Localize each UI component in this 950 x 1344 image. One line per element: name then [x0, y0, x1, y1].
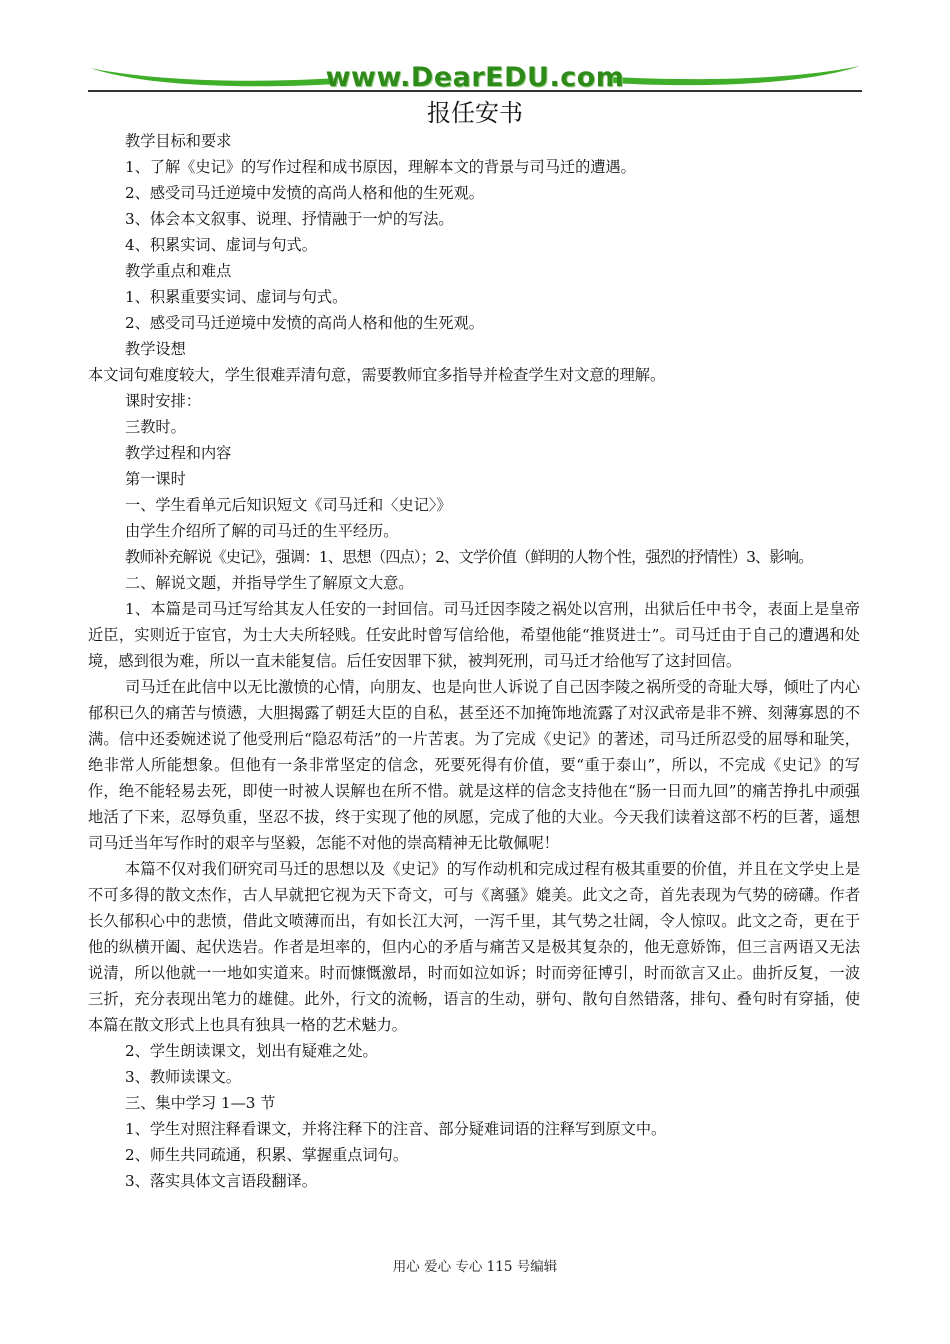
- section-heading: 第一课时: [125, 470, 186, 488]
- section-heading: 课时安排：: [125, 392, 201, 410]
- text-line: 由学生介绍所了解的司马迁的生平经历。: [125, 522, 399, 540]
- section-heading: 教学目标和要求: [125, 132, 232, 150]
- text-line: 一、学生看单元后知识短文《司马迁和〈史记〉》: [125, 496, 452, 514]
- text-line: 1、了解《史记》的写作过程和成书原因，理解本文的背景与司马迁的遭遇。: [125, 158, 636, 176]
- section-heading: 教学设想: [125, 340, 186, 358]
- text-line: 三教时。: [125, 418, 186, 436]
- text-line: 教师补充解说《史记》，强调：1、思想（四点）；2、文学价值（鲜明的人物个性，强烈的抒情性）3、影响。: [125, 548, 813, 566]
- text-line: 本文词句难度较大，学生很难弄清句意，需要教师宜多指导并检查学生对文意的理解。: [88, 366, 666, 384]
- document-title: 报任安书: [427, 99, 523, 127]
- section-heading: 教学过程和内容: [125, 444, 232, 462]
- text-line: 2、感受司马迁逆境中发愤的高尚人格和他的生死观。: [125, 314, 484, 332]
- paragraph: 司马迁在此信中以无比激愤的心情，向朋友、也是向世人诉说了自己因李陵之祸所受的奇耻大辱，倾吐了内心郁积已久的痛苦与愤懑，大胆揭露了朝廷大臣的自私，甚至还不加掩饰地流露了对汉武帝是非不辨、刻薄寡恩的不满。信中还委婉述说了他受刑后“隐忍苟活”的一片苦衷。为了完成《史记》的著述，司马迁所忍受的屈辱和耻笑，绝非常人所能想象。但他有一条非常坚定的信念，死要死得有价值，要“重于泰山”，所以，不完成《史记》的写作，绝不能轻易去死，即使一时被人误解也在所不惜。就是这样的信念支持他在“肠一日而九回”的痛苦挣扎中顽强地活了下来，忍辱负重，坚忍不拔，终于实现了他的夙愿，完成了他的大业。今天我们读着这部不朽的巨著，遥想司马迁当年写作时的艰辛与坚毅，怎能不对他的崇高精神无比敬佩呢！: [88, 678, 860, 852]
- text-line: 2、学生朗读课文，划出有疑难之处。: [125, 1042, 378, 1060]
- paragraph: 本篇不仅对我们研究司马迁的思想以及《史记》的写作动机和完成过程有极其重要的价值，并且在文学史上是不可多得的散文杰作，古人早就把它视为天下奇文，可与《离骚》媲美。此文之奇，首先表现为气势的磅礴。作者长久郁积心中的悲愤，借此文喷薄而出，有如长江大河，一泻千里，其气势之壮阔，令人惊叹。此文之奇，更在于他的纵横开阖、起伏迭岩。作者是坦率的，但内心的矛盾与痛苦又是极其复杂的，他无意娇饰，但三言两语又无法说清，所以他就一一地如实道来。时而慷慨激昂，时而如泣如诉；时而旁征博引，时而欲言又止。曲折反复，一波三折，充分表现出笔力的雄健。此外，行文的流畅，语言的生动，骈句、散句自然错落，排句、叠句时有穿插，使本篇在散文形式上也具有独具一格的艺术魅力。: [88, 860, 860, 1034]
- text-line: 4、积累实词、虚词与句式。: [125, 236, 317, 254]
- paragraph: 1、本篇是司马迁写给其友人任安的一封回信。司马迁因李陵之祸处以宫刑，出狱后任中书令，表面上是皇帝近臣，实则近于宦官，为士大夫所轻贱。任安此时曾写信给他，希望他能“推贤进士”。司马迁由于自己的遭遇和处境，感到很为难，所以一直未能复信。后任安因罪下狱，被判死刑，司马迁才给他写了这封回信。: [88, 600, 860, 670]
- text-line: 1、学生对照注释看课文，并将注释下的注音、部分疑难词语的注释写到原文中。: [125, 1120, 667, 1138]
- text-line: 3、教师读课文。: [125, 1068, 241, 1086]
- page-footer: 用心 爱心 专心 115 号编辑: [392, 1259, 558, 1275]
- header-rule: [88, 90, 862, 92]
- text-line: 3、体会本文叙事、说理、抒情融于一炉的写法。: [125, 210, 454, 228]
- text-line: 3、落实具体文言语段翻译。: [125, 1172, 317, 1190]
- text-line: 二、解说文题，并指导学生了解原文大意。: [125, 574, 414, 592]
- site-logo: www.DearEDU.com: [325, 62, 625, 93]
- document-body: [88, 128, 860, 1194]
- text-line: 1、积累重要实词、虚词与句式。: [125, 288, 348, 306]
- text-line: 2、师生共同疏通，积累、掌握重点词句。: [125, 1146, 409, 1164]
- text-line: 三、集中学习 1—3 节: [125, 1094, 276, 1112]
- text-line: 2、感受司马迁逆境中发愤的高尚人格和他的生死观。: [125, 184, 484, 202]
- site-header-banner: [88, 60, 862, 100]
- section-heading: 教学重点和难点: [125, 262, 232, 280]
